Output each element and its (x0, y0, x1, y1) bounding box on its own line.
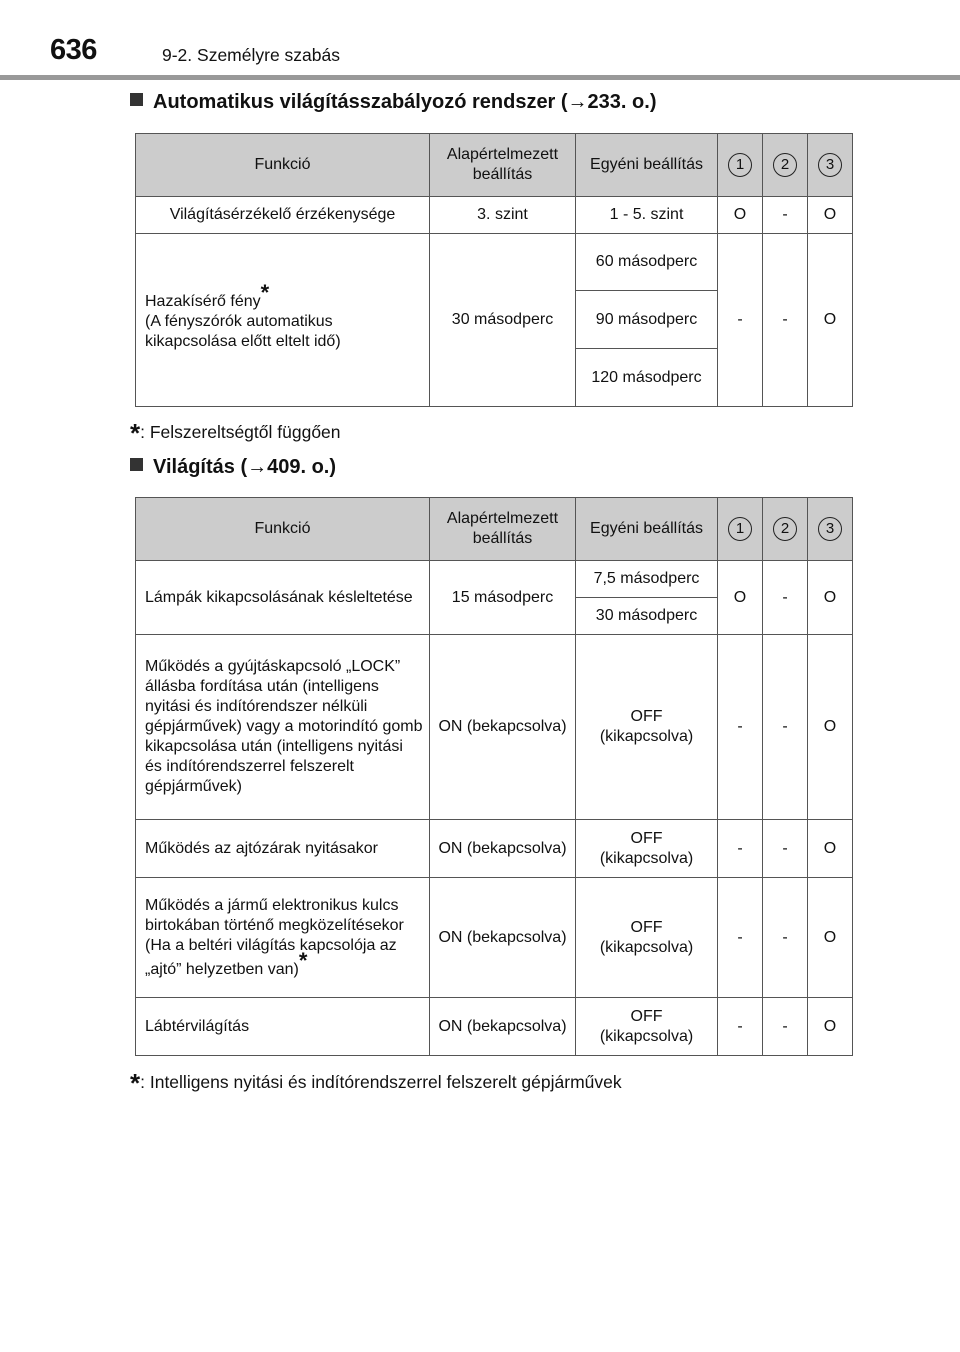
section1-heading-text: Automatikus világításszabályozó rendszer (→233. o.) (153, 91, 657, 113)
mark-cell-1: O (718, 561, 763, 635)
mark-cell-2: - (763, 635, 808, 820)
section1-table (135, 133, 853, 407)
section2-heading (130, 456, 336, 479)
table-row (136, 234, 853, 291)
table-row (136, 561, 853, 598)
default-cell: 30 másodperc (430, 234, 576, 407)
circled-number-2-icon: 2 (773, 153, 797, 177)
function-cell: Működés az ajtózárak nyitásakor (136, 820, 430, 878)
section1-heading (130, 91, 656, 114)
custom-cell: 7,5 másodperc (576, 561, 718, 598)
mark-cell-1: - (718, 635, 763, 820)
default-cell: ON (bekapcsolva) (430, 998, 576, 1056)
mark-cell-1: - (718, 878, 763, 998)
mark-cell-3: O (808, 197, 853, 234)
col-header-custom: Egyéni beállítás (576, 134, 718, 197)
custom-cell: 1 - 5. szint (576, 197, 718, 234)
default-cell: ON (bekapcsolva) (430, 635, 576, 820)
mark-cell-3: O (808, 234, 853, 407)
default-cell: ON (bekapcsolva) (430, 878, 576, 998)
default-cell: 3. szint (430, 197, 576, 234)
section-title: 9-2. Személyre szabás (162, 45, 340, 65)
section2-heading-text: Világítás (→409. o.) (153, 456, 337, 478)
section2-footnote (130, 1068, 622, 1099)
function-cell (136, 234, 430, 407)
col-header-default: Alapértelmezett beállítás (430, 134, 576, 197)
mark-cell-3: O (808, 820, 853, 878)
function-detail: (A fényszórók automatikus kikapcsolása előtt eltelt idő) (145, 313, 341, 350)
custom-cell: OFF (kikapcsolva) (576, 635, 718, 820)
col-header-default: Alapértelmezett beállítás (430, 498, 576, 561)
custom-cell: 30 másodperc (576, 598, 718, 635)
section1-footnote (130, 418, 341, 449)
table-row (136, 197, 853, 234)
col-header-function: Funkció (136, 134, 430, 197)
mark-cell-2: - (763, 820, 808, 878)
mark-cell-3: O (808, 561, 853, 635)
default-cell: ON (bekapcsolva) (430, 820, 576, 878)
col-header-2 (763, 498, 808, 561)
circled-number-1-icon: 1 (728, 517, 752, 541)
custom-cell: OFF (kikapcsolva) (576, 820, 718, 878)
col-header-custom: Egyéni beállítás (576, 498, 718, 561)
col-header-3 (808, 498, 853, 561)
square-bullet-icon (130, 93, 143, 106)
section2-table (135, 497, 853, 1056)
table-row (136, 998, 853, 1056)
function-cell: Működés a gyújtáskapcsoló „LOCK” állásba fordítása után (intelligens nyitási és indítórendszer nélküli gépjárművek) vagy a motorindító gomb kikapcsolása után (intelligens nyitási és indítórendszerrel felszerelt gépjárművek) (136, 635, 430, 820)
custom-cell: 120 másodperc (576, 349, 718, 407)
mark-cell-2: - (763, 197, 808, 234)
function-main: Hazakísérő fény (145, 293, 261, 310)
mark-cell-2: - (763, 234, 808, 407)
mark-cell-3: O (808, 878, 853, 998)
circled-number-2-icon: 2 (773, 517, 797, 541)
mark-cell-1: - (718, 234, 763, 407)
circled-number-1-icon: 1 (728, 153, 752, 177)
mark-cell-3: O (808, 998, 853, 1056)
mark-cell-2: - (763, 561, 808, 635)
mark-cell-2: - (763, 878, 808, 998)
function-cell: Lámpák kikapcsolásának késleltetése (136, 561, 430, 635)
function-cell: Világításérzékelő érzékenysége (136, 197, 430, 234)
mark-cell-1: - (718, 998, 763, 1056)
custom-cell: 60 másodperc (576, 234, 718, 291)
header-rule (0, 75, 960, 80)
table-row (136, 878, 853, 998)
function-cell: Lábtérvilágítás (136, 998, 430, 1056)
page-number: 636 (50, 34, 97, 66)
footnote-star: * (130, 1068, 141, 1098)
col-header-2 (763, 134, 808, 197)
function-cell (136, 878, 430, 998)
footnote-star: * (298, 947, 308, 973)
footnote-star: * (130, 418, 141, 448)
mark-cell-3: O (808, 635, 853, 820)
mark-cell-1: O (718, 197, 763, 234)
mark-cell-2: - (763, 998, 808, 1056)
square-bullet-icon (130, 458, 143, 471)
circled-number-3-icon: 3 (818, 517, 842, 541)
table-header-row (136, 134, 853, 197)
mark-cell-1: - (718, 820, 763, 878)
col-header-function: Funkció (136, 498, 430, 561)
custom-cell: OFF (kikapcsolva) (576, 998, 718, 1056)
custom-cell: 90 másodperc (576, 291, 718, 349)
col-header-1 (718, 498, 763, 561)
circled-number-3-icon: 3 (818, 153, 842, 177)
col-header-3 (808, 134, 853, 197)
col-header-1 (718, 134, 763, 197)
custom-cell: OFF (kikapcsolva) (576, 878, 718, 998)
default-cell: 15 másodperc (430, 561, 576, 635)
function-text: Működés a jármű elektronikus kulcs birtokában történő megközelítésekor (Ha a beltéri világítás kapcsolója az „ajtó” helyzetben van) (145, 896, 404, 978)
footnote-text: : Intelligens nyitási és indítórendszerrel felszerelt gépjárművek (140, 1072, 622, 1092)
footnote-star: * (260, 280, 270, 305)
footnote-text: : Felszereltségtől függően (140, 422, 341, 442)
table-row (136, 820, 853, 878)
table-row (136, 635, 853, 820)
table-header-row (136, 498, 853, 561)
